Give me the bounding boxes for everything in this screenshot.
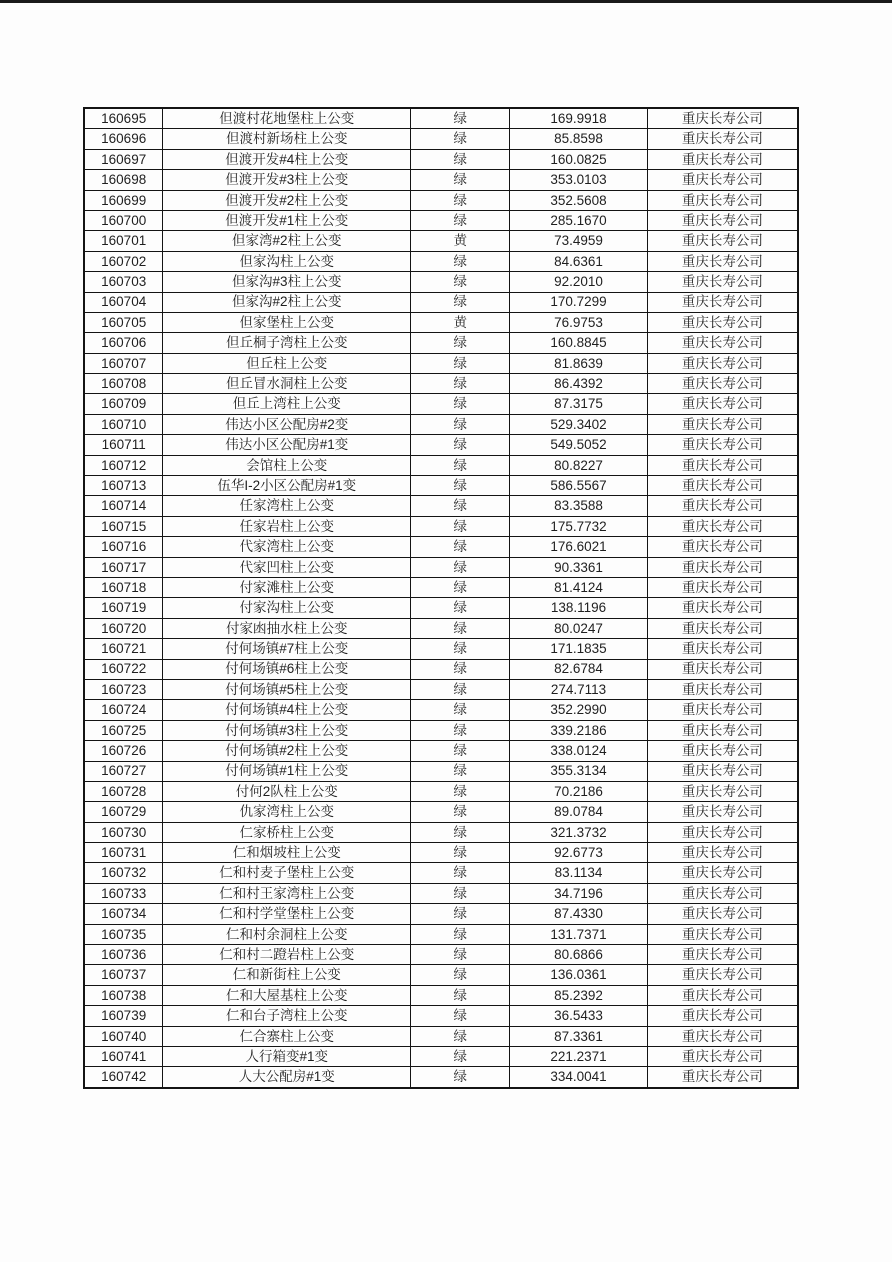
table-row — [84, 455, 798, 475]
cell-company: 重庆长寿公司 — [647, 577, 798, 597]
cell-id: 160695 — [84, 108, 163, 129]
cell-value: 81.4124 — [510, 577, 648, 597]
cell-status: 黄 — [411, 312, 510, 332]
cell-value: 170.7299 — [510, 292, 648, 312]
cell-id: 160699 — [84, 190, 163, 210]
cell-status: 绿 — [411, 537, 510, 557]
cell-id: 160734 — [84, 904, 163, 924]
cell-name: 但丘冒水洞柱上公变 — [163, 374, 411, 394]
cell-company: 重庆长寿公司 — [647, 700, 798, 720]
table-row — [84, 761, 798, 781]
cell-value: 274.7113 — [510, 679, 648, 699]
table-row — [84, 231, 798, 251]
cell-value: 176.6021 — [510, 537, 648, 557]
cell-value: 92.6773 — [510, 843, 648, 863]
cell-id: 160717 — [84, 557, 163, 577]
table-row — [84, 435, 798, 455]
cell-company: 重庆长寿公司 — [647, 1006, 798, 1026]
table-row — [84, 802, 798, 822]
cell-name: 伍华I-2小区公配房#1变 — [163, 476, 411, 496]
cell-company: 重庆长寿公司 — [647, 353, 798, 373]
cell-value: 339.2186 — [510, 720, 648, 740]
cell-status: 绿 — [411, 618, 510, 638]
cell-company: 重庆长寿公司 — [647, 843, 798, 863]
cell-company: 重庆长寿公司 — [647, 231, 798, 251]
table-row — [84, 577, 798, 597]
page-top-edge — [0, 0, 892, 3]
cell-name: 付何2队柱上公变 — [163, 781, 411, 801]
cell-status: 绿 — [411, 1046, 510, 1066]
cell-id: 160740 — [84, 1026, 163, 1046]
cell-status: 绿 — [411, 883, 510, 903]
cell-name: 但渡村新场柱上公变 — [163, 129, 411, 149]
cell-name: 任家岩柱上公变 — [163, 516, 411, 536]
cell-value: 138.1196 — [510, 598, 648, 618]
cell-company: 重庆长寿公司 — [647, 170, 798, 190]
table-row — [84, 1067, 798, 1088]
cell-id: 160710 — [84, 414, 163, 434]
cell-value: 285.1670 — [510, 210, 648, 230]
cell-value: 80.6866 — [510, 945, 648, 965]
table-row — [84, 292, 798, 312]
cell-company: 重庆长寿公司 — [647, 292, 798, 312]
cell-company: 重庆长寿公司 — [647, 985, 798, 1005]
cell-status: 绿 — [411, 476, 510, 496]
cell-status: 绿 — [411, 945, 510, 965]
cell-status: 绿 — [411, 455, 510, 475]
cell-name: 付何场镇#4柱上公变 — [163, 700, 411, 720]
cell-status: 绿 — [411, 822, 510, 842]
cell-company: 重庆长寿公司 — [647, 435, 798, 455]
cell-value: 85.8598 — [510, 129, 648, 149]
cell-status: 绿 — [411, 435, 510, 455]
cell-id: 160742 — [84, 1067, 163, 1088]
cell-status: 绿 — [411, 843, 510, 863]
cell-name: 仁和台子湾柱上公变 — [163, 1006, 411, 1026]
table-row — [84, 843, 798, 863]
cell-value: 85.2392 — [510, 985, 648, 1005]
table-row — [84, 1046, 798, 1066]
cell-company: 重庆长寿公司 — [647, 496, 798, 516]
cell-value: 352.5608 — [510, 190, 648, 210]
cell-value: 81.8639 — [510, 353, 648, 373]
table-row — [84, 883, 798, 903]
cell-name: 但渡村花地堡柱上公变 — [163, 108, 411, 129]
table-row — [84, 374, 798, 394]
cell-name: 但丘柱上公变 — [163, 353, 411, 373]
cell-name: 但家沟#3柱上公变 — [163, 272, 411, 292]
cell-name: 付何场镇#3柱上公变 — [163, 720, 411, 740]
cell-name: 仁和村二蹬岩柱上公变 — [163, 945, 411, 965]
cell-company: 重庆长寿公司 — [647, 149, 798, 169]
cell-id: 160708 — [84, 374, 163, 394]
cell-id: 160736 — [84, 945, 163, 965]
cell-status: 绿 — [411, 1026, 510, 1046]
cell-value: 175.7732 — [510, 516, 648, 536]
cell-company: 重庆长寿公司 — [647, 557, 798, 577]
cell-id: 160725 — [84, 720, 163, 740]
table-row — [84, 496, 798, 516]
cell-company: 重庆长寿公司 — [647, 190, 798, 210]
cell-value: 80.0247 — [510, 618, 648, 638]
cell-company: 重庆长寿公司 — [647, 394, 798, 414]
table-row — [84, 516, 798, 536]
cell-status: 绿 — [411, 190, 510, 210]
cell-value: 221.2371 — [510, 1046, 648, 1066]
cell-name: 人行箱变#1变 — [163, 1046, 411, 1066]
cell-name: 但家堡柱上公变 — [163, 312, 411, 332]
cell-value: 87.3175 — [510, 394, 648, 414]
table-row — [84, 700, 798, 720]
cell-status: 绿 — [411, 659, 510, 679]
cell-value: 586.5567 — [510, 476, 648, 496]
cell-id: 160712 — [84, 455, 163, 475]
transformer-table — [83, 107, 799, 1089]
cell-name: 仁和村麦子堡柱上公变 — [163, 863, 411, 883]
cell-value: 160.8845 — [510, 333, 648, 353]
cell-company: 重庆长寿公司 — [647, 761, 798, 781]
cell-status: 绿 — [411, 414, 510, 434]
cell-id: 160696 — [84, 129, 163, 149]
table-row — [84, 598, 798, 618]
cell-status: 绿 — [411, 557, 510, 577]
cell-id: 160733 — [84, 883, 163, 903]
cell-value: 334.0041 — [510, 1067, 648, 1088]
table-row — [84, 945, 798, 965]
cell-company: 重庆长寿公司 — [647, 374, 798, 394]
cell-company: 重庆长寿公司 — [647, 455, 798, 475]
cell-company: 重庆长寿公司 — [647, 965, 798, 985]
cell-id: 160702 — [84, 251, 163, 271]
cell-company: 重庆长寿公司 — [647, 210, 798, 230]
table-row — [84, 1026, 798, 1046]
cell-id: 160729 — [84, 802, 163, 822]
cell-status: 绿 — [411, 292, 510, 312]
table-row — [84, 251, 798, 271]
cell-name: 但家沟#2柱上公变 — [163, 292, 411, 312]
cell-company: 重庆长寿公司 — [647, 129, 798, 149]
cell-status: 绿 — [411, 720, 510, 740]
cell-company: 重庆长寿公司 — [647, 312, 798, 332]
table-row — [84, 679, 798, 699]
cell-status: 绿 — [411, 577, 510, 597]
cell-value: 83.3588 — [510, 496, 648, 516]
cell-id: 160697 — [84, 149, 163, 169]
cell-company: 重庆长寿公司 — [647, 781, 798, 801]
cell-status: 绿 — [411, 516, 510, 536]
cell-name: 仁和村王家湾柱上公变 — [163, 883, 411, 903]
table-row — [84, 985, 798, 1005]
cell-id: 160701 — [84, 231, 163, 251]
cell-name: 付家沟柱上公变 — [163, 598, 411, 618]
cell-id: 160726 — [84, 741, 163, 761]
cell-name: 付家滩柱上公变 — [163, 577, 411, 597]
table-row — [84, 965, 798, 985]
cell-id: 160703 — [84, 272, 163, 292]
cell-name: 付何场镇#2柱上公变 — [163, 741, 411, 761]
cell-name: 仁和大屋基柱上公变 — [163, 985, 411, 1005]
table-row — [84, 741, 798, 761]
cell-value: 321.3732 — [510, 822, 648, 842]
cell-status: 绿 — [411, 333, 510, 353]
cell-name: 但家湾#2柱上公变 — [163, 231, 411, 251]
cell-company: 重庆长寿公司 — [647, 476, 798, 496]
cell-id: 160700 — [84, 210, 163, 230]
cell-value: 90.3361 — [510, 557, 648, 577]
cell-company: 重庆长寿公司 — [647, 516, 798, 536]
cell-company: 重庆长寿公司 — [647, 414, 798, 434]
cell-id: 160719 — [84, 598, 163, 618]
cell-value: 82.6784 — [510, 659, 648, 679]
cell-id: 160711 — [84, 435, 163, 455]
cell-value: 86.4392 — [510, 374, 648, 394]
cell-id: 160738 — [84, 985, 163, 1005]
table-row — [84, 394, 798, 414]
cell-name: 付何场镇#7柱上公变 — [163, 639, 411, 659]
cell-name: 仇家湾柱上公变 — [163, 802, 411, 822]
table-row — [84, 822, 798, 842]
cell-value: 136.0361 — [510, 965, 648, 985]
cell-company: 重庆长寿公司 — [647, 108, 798, 129]
cell-status: 绿 — [411, 210, 510, 230]
table-row — [84, 190, 798, 210]
cell-status: 绿 — [411, 149, 510, 169]
table-row — [84, 333, 798, 353]
cell-company: 重庆长寿公司 — [647, 659, 798, 679]
cell-status: 绿 — [411, 863, 510, 883]
cell-status: 绿 — [411, 1006, 510, 1026]
cell-name: 但渡开发#2柱上公变 — [163, 190, 411, 210]
cell-id: 160716 — [84, 537, 163, 557]
table-row — [84, 537, 798, 557]
cell-value: 87.3361 — [510, 1026, 648, 1046]
cell-name: 伟达小区公配房#2变 — [163, 414, 411, 434]
cell-value: 70.2186 — [510, 781, 648, 801]
cell-value: 84.6361 — [510, 251, 648, 271]
cell-name: 仁和村余洞柱上公变 — [163, 924, 411, 944]
cell-value: 73.4959 — [510, 231, 648, 251]
cell-name: 伟达小区公配房#1变 — [163, 435, 411, 455]
cell-status: 绿 — [411, 108, 510, 129]
cell-id: 160731 — [84, 843, 163, 863]
cell-company: 重庆长寿公司 — [647, 741, 798, 761]
cell-status: 绿 — [411, 251, 510, 271]
cell-status: 绿 — [411, 170, 510, 190]
table-row — [84, 557, 798, 577]
cell-status: 绿 — [411, 802, 510, 822]
cell-status: 绿 — [411, 761, 510, 781]
cell-name: 仁和烟坡柱上公变 — [163, 843, 411, 863]
cell-id: 160730 — [84, 822, 163, 842]
table-row — [84, 476, 798, 496]
cell-company: 重庆长寿公司 — [647, 924, 798, 944]
cell-company: 重庆长寿公司 — [647, 1046, 798, 1066]
cell-name: 仁家桥柱上公变 — [163, 822, 411, 842]
table-row — [84, 414, 798, 434]
cell-id: 160737 — [84, 965, 163, 985]
table-row — [84, 353, 798, 373]
cell-name: 仁合寨柱上公变 — [163, 1026, 411, 1046]
cell-id: 160713 — [84, 476, 163, 496]
table-row — [84, 720, 798, 740]
table-row — [84, 904, 798, 924]
cell-status: 绿 — [411, 781, 510, 801]
cell-id: 160727 — [84, 761, 163, 781]
cell-id: 160720 — [84, 618, 163, 638]
cell-status: 绿 — [411, 496, 510, 516]
cell-value: 171.1835 — [510, 639, 648, 659]
table-row — [84, 639, 798, 659]
cell-company: 重庆长寿公司 — [647, 537, 798, 557]
cell-company: 重庆长寿公司 — [647, 1067, 798, 1088]
cell-name: 代家凹柱上公变 — [163, 557, 411, 577]
cell-id: 160718 — [84, 577, 163, 597]
cell-value: 338.0124 — [510, 741, 648, 761]
cell-value: 87.4330 — [510, 904, 648, 924]
cell-company: 重庆长寿公司 — [647, 679, 798, 699]
table-row — [84, 170, 798, 190]
cell-status: 绿 — [411, 904, 510, 924]
cell-id: 160721 — [84, 639, 163, 659]
table-row — [84, 129, 798, 149]
cell-company: 重庆长寿公司 — [647, 251, 798, 271]
table-row — [84, 618, 798, 638]
table-row — [84, 659, 798, 679]
cell-name: 但丘上湾柱上公变 — [163, 394, 411, 414]
cell-status: 绿 — [411, 924, 510, 944]
cell-id: 160728 — [84, 781, 163, 801]
cell-status: 绿 — [411, 272, 510, 292]
cell-id: 160704 — [84, 292, 163, 312]
table-row — [84, 210, 798, 230]
cell-company: 重庆长寿公司 — [647, 639, 798, 659]
cell-id: 160714 — [84, 496, 163, 516]
cell-id: 160705 — [84, 312, 163, 332]
cell-status: 黄 — [411, 231, 510, 251]
cell-name: 仁和新街柱上公变 — [163, 965, 411, 985]
cell-status: 绿 — [411, 374, 510, 394]
cell-name: 但丘桐子湾柱上公变 — [163, 333, 411, 353]
cell-status: 绿 — [411, 741, 510, 761]
cell-company: 重庆长寿公司 — [647, 945, 798, 965]
cell-value: 34.7196 — [510, 883, 648, 903]
cell-value: 353.0103 — [510, 170, 648, 190]
cell-name: 会馆柱上公变 — [163, 455, 411, 475]
cell-company: 重庆长寿公司 — [647, 802, 798, 822]
cell-name: 但渡开发#1柱上公变 — [163, 210, 411, 230]
cell-id: 160715 — [84, 516, 163, 536]
cell-name: 付家凼抽水柱上公变 — [163, 618, 411, 638]
cell-id: 160739 — [84, 1006, 163, 1026]
cell-status: 绿 — [411, 965, 510, 985]
cell-status: 绿 — [411, 985, 510, 1005]
table-row — [84, 149, 798, 169]
cell-value: 76.9753 — [510, 312, 648, 332]
transformer-table-body — [84, 108, 798, 1088]
table-row — [84, 108, 798, 129]
cell-value: 352.2990 — [510, 700, 648, 720]
table-row — [84, 924, 798, 944]
cell-value: 549.5052 — [510, 435, 648, 455]
cell-value: 92.2010 — [510, 272, 648, 292]
table-row — [84, 312, 798, 332]
cell-company: 重庆长寿公司 — [647, 822, 798, 842]
cell-name: 但渡开发#4柱上公变 — [163, 149, 411, 169]
cell-name: 人大公配房#1变 — [163, 1067, 411, 1088]
cell-status: 绿 — [411, 129, 510, 149]
cell-company: 重庆长寿公司 — [647, 272, 798, 292]
cell-id: 160698 — [84, 170, 163, 190]
cell-name: 但渡开发#3柱上公变 — [163, 170, 411, 190]
cell-company: 重庆长寿公司 — [647, 904, 798, 924]
cell-company: 重庆长寿公司 — [647, 720, 798, 740]
cell-name: 付何场镇#1柱上公变 — [163, 761, 411, 781]
cell-company: 重庆长寿公司 — [647, 618, 798, 638]
cell-id: 160707 — [84, 353, 163, 373]
cell-value: 169.9918 — [510, 108, 648, 129]
table-row — [84, 781, 798, 801]
cell-value: 80.8227 — [510, 455, 648, 475]
cell-value: 36.5433 — [510, 1006, 648, 1026]
cell-value: 529.3402 — [510, 414, 648, 434]
cell-value: 89.0784 — [510, 802, 648, 822]
cell-id: 160735 — [84, 924, 163, 944]
cell-id: 160741 — [84, 1046, 163, 1066]
cell-company: 重庆长寿公司 — [647, 598, 798, 618]
cell-status: 绿 — [411, 353, 510, 373]
cell-value: 355.3134 — [510, 761, 648, 781]
cell-company: 重庆长寿公司 — [647, 1026, 798, 1046]
cell-name: 仁和村学堂堡柱上公变 — [163, 904, 411, 924]
cell-status: 绿 — [411, 639, 510, 659]
cell-id: 160709 — [84, 394, 163, 414]
cell-id: 160722 — [84, 659, 163, 679]
cell-name: 付何场镇#5柱上公变 — [163, 679, 411, 699]
cell-status: 绿 — [411, 679, 510, 699]
cell-name: 付何场镇#6柱上公变 — [163, 659, 411, 679]
cell-name: 代家湾柱上公变 — [163, 537, 411, 557]
cell-name: 任家湾柱上公变 — [163, 496, 411, 516]
cell-status: 绿 — [411, 700, 510, 720]
cell-company: 重庆长寿公司 — [647, 863, 798, 883]
cell-id: 160706 — [84, 333, 163, 353]
cell-id: 160724 — [84, 700, 163, 720]
cell-status: 绿 — [411, 1067, 510, 1088]
cell-name: 但家沟柱上公变 — [163, 251, 411, 271]
cell-status: 绿 — [411, 394, 510, 414]
table-row — [84, 863, 798, 883]
cell-value: 131.7371 — [510, 924, 648, 944]
cell-id: 160732 — [84, 863, 163, 883]
table-row — [84, 272, 798, 292]
cell-company: 重庆长寿公司 — [647, 333, 798, 353]
cell-id: 160723 — [84, 679, 163, 699]
cell-value: 83.1134 — [510, 863, 648, 883]
cell-company: 重庆长寿公司 — [647, 883, 798, 903]
cell-value: 160.0825 — [510, 149, 648, 169]
table-row — [84, 1006, 798, 1026]
cell-status: 绿 — [411, 598, 510, 618]
